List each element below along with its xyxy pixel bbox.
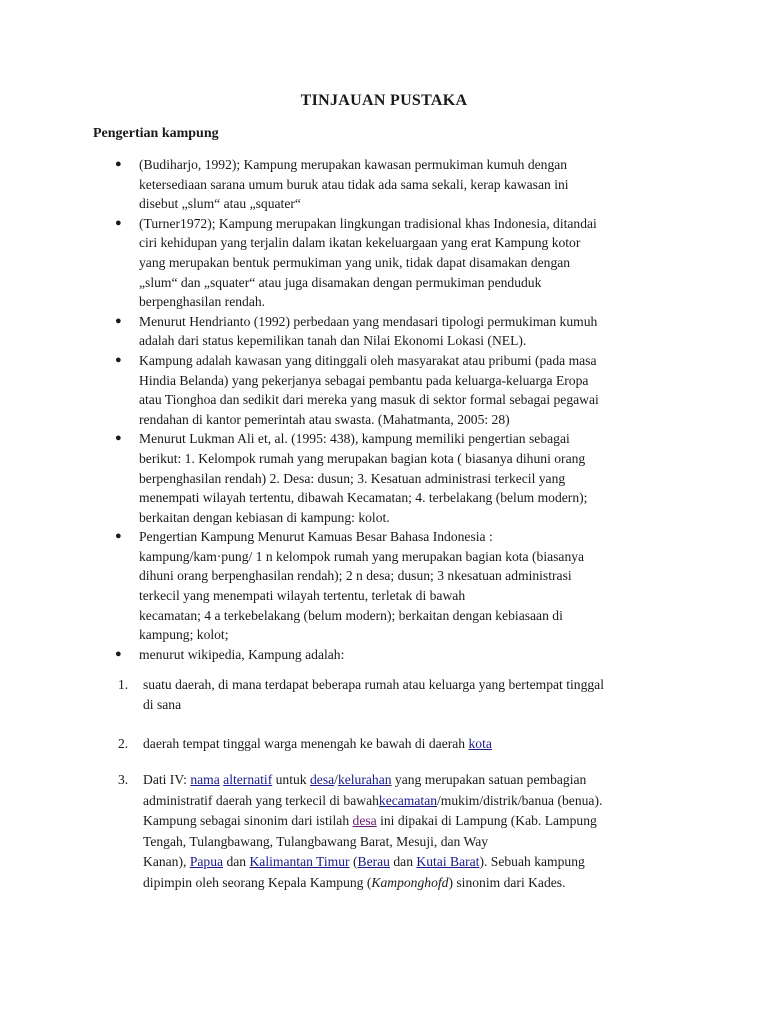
bullet-icon: ● xyxy=(115,647,122,660)
numbered-list-item-2 xyxy=(0,734,768,754)
list-item xyxy=(0,645,662,665)
list-item xyxy=(0,155,662,214)
list-item-line: ciri kehidupan yang terjalin dalam ikatan kekeluargaan yang erat Kampung kotor xyxy=(139,235,581,251)
list-item-line: berpenghasilan rendah) 2. Desa: dusun; 3. Kesatuan administrasi terkecil yang xyxy=(139,470,566,486)
list-item xyxy=(0,351,662,429)
list-item-line: di sana xyxy=(143,696,182,712)
link-kutai-barat[interactable]: Kutai Barat xyxy=(416,854,480,870)
text-span: untuk xyxy=(272,772,310,787)
list-item-line: Kampung adalah kawasan yang ditinggali oleh masyarakat atau pribumi (pada masa xyxy=(139,352,597,368)
link-kalimantan-timur[interactable]: Kalimantan Timur xyxy=(249,854,350,870)
text-span: Dati IV: xyxy=(143,772,191,787)
list-item-line: Menurut Hendrianto (1992) perbedaan yang mendasari tipologi permukiman kumuh xyxy=(139,313,598,329)
text-span: administratif daerah yang terkecil di bawah xyxy=(143,792,379,808)
list-item-line: menurut wikipedia, Kampung adalah: xyxy=(139,646,345,662)
list-item-line: kecamatan; 4 a terkebelakang (belum modern); berkaitan dengan kebiasaan di xyxy=(139,607,563,623)
text-span: dipimpin oleh seorang Kepala Kampung ( xyxy=(143,874,372,890)
list-item-line: yang merupakan bentuk permukiman yang unik, tidak dapat disamakan dengan xyxy=(139,254,571,270)
list-item xyxy=(0,675,665,714)
list-item-line: berkaitan dengan kebiasan di kampung: kolot. xyxy=(139,509,390,525)
link-kota[interactable]: kota xyxy=(468,736,492,751)
list-item-line xyxy=(143,811,665,832)
text-span: / xyxy=(334,772,338,787)
bullet-list xyxy=(0,155,768,664)
list-item xyxy=(0,312,662,351)
text-span: ini dipakai di Lampung (Kab. Lampung xyxy=(376,813,597,829)
link-desa[interactable]: desa xyxy=(310,772,335,787)
list-item-line: dihuni orang berpenghasilan rendah); 2 n desa; dusun; 3 nkesatuan administrasi xyxy=(139,568,572,584)
link-kelurahan[interactable]: kelurahan xyxy=(337,772,392,787)
list-item-line: (Turner1972); Kampung merupakan lingkungan tradisional khas Indonesia, ditandai xyxy=(139,215,597,231)
list-item-line: berikut: 1. Kelompok rumah yang merupakan bagian kota ( biasanya dihuni orang xyxy=(139,450,586,466)
text-span: Kanan), xyxy=(143,854,190,870)
list-item-line: „slum“ dan „squater“ atau juga disamakan dengan permukiman penduduk xyxy=(139,274,542,290)
link-nama[interactable]: nama xyxy=(190,772,220,787)
list-item-line: berpenghasilan rendah. xyxy=(139,294,266,310)
list-item xyxy=(0,527,662,645)
list-item xyxy=(0,429,662,527)
list-item-line: (Budiharjo, 1992); Kampung merupakan kawasan permukiman kumuh dengan xyxy=(139,157,568,172)
text-span: ) sinonim dari Kades. xyxy=(448,874,566,890)
bullet-icon: ● xyxy=(115,158,122,170)
text-span: ). Sebuah kampung xyxy=(479,854,585,870)
list-item-line xyxy=(143,791,665,812)
bullet-icon: ● xyxy=(115,432,122,445)
list-item-line xyxy=(143,852,665,873)
list-number: 3. xyxy=(118,772,129,787)
list-item-line: kampung; kolot; xyxy=(139,627,229,643)
list-item-line xyxy=(143,832,665,853)
list-item-line: rendahan di kantor pemerintah atau swasta. (Mahatmanta, 2005: 28) xyxy=(139,411,510,427)
text-span: ( xyxy=(349,854,358,870)
link-desa-visited[interactable]: desa xyxy=(352,813,377,829)
bullet-icon: ● xyxy=(115,314,122,327)
list-number: 1. xyxy=(118,677,129,692)
bullet-icon: ● xyxy=(115,216,122,229)
list-item-line xyxy=(143,734,665,754)
list-item-line: ketersediaan sarana umum buruk atau tidak ada sama sekali, kerap kawasan ini xyxy=(139,176,569,192)
list-item xyxy=(0,734,665,754)
text-span: daerah tempat tinggal warga menengah ke bawah di daerah xyxy=(143,736,469,751)
text-span: /mukim/distrik/banua (benua). xyxy=(437,792,603,808)
document-title: TINJAUAN PUSTAKA xyxy=(300,92,468,109)
text-span: dan xyxy=(223,854,250,870)
list-item-line: suatu daerah, di mana terdapat beberapa rumah atau keluarga yang bertempat tinggal xyxy=(143,677,604,692)
numbered-list-item-3 xyxy=(0,770,768,894)
link-berau[interactable]: Berau xyxy=(357,854,390,870)
text-span: Tengah, Tulangbawang, Tulangbawang Barat, Mesuji, dan Way xyxy=(143,833,489,849)
list-item xyxy=(0,214,662,312)
list-number: 2. xyxy=(118,736,129,751)
bullet-icon: ● xyxy=(115,353,122,366)
list-item-line: Hindia Belanda) yang pekerjanya sebagai pembantu pada keluarga-keluarga Eropa xyxy=(139,372,589,388)
text-span: Kampung sebagai sinonim dari istilah xyxy=(143,813,353,829)
text-span: dan xyxy=(389,854,417,870)
list-item-line xyxy=(143,873,665,894)
link-alternatif[interactable]: alternatif xyxy=(223,772,273,787)
list-item-line: menempati wilayah tertentu, dibawah Kecamatan; 4. terbelakang (belum modern); xyxy=(139,490,588,506)
text-span: yang merupakan satuan pembagian xyxy=(391,772,587,787)
link-papua[interactable]: Papua xyxy=(189,854,224,870)
bullet-icon: ● xyxy=(115,530,122,543)
list-item-line: adalah dari status kepemilikan tanah dan Nilai Ekonomi Lokasi (NEL). xyxy=(139,333,527,349)
link-kecamatan[interactable]: kecamatan xyxy=(378,792,438,808)
list-item-line: kampung/kam·pung/ 1 n kelompok rumah yang merupakan bagian kota (biasanya xyxy=(139,548,585,564)
list-item-line: terkecil yang menempati wilayah tertentu, terletak di bawah xyxy=(139,588,466,604)
list-item-line xyxy=(143,770,665,791)
list-item-line: Menurut Lukman Ali et, al. (1995: 438), kampung memiliki pengertian sebagai xyxy=(139,431,570,447)
list-item-line: Pengertian Kampung Menurut Kamuas Besar Bahasa Indonesia : xyxy=(139,529,493,545)
list-item-line: atau Tionghoa dan sedikit dari mereka yang masuk di sektor formal sebagai pegawai xyxy=(139,392,599,408)
numbered-list-item-1 xyxy=(0,675,768,714)
list-item xyxy=(0,770,665,894)
italic-term: Kamponghofd xyxy=(371,874,449,890)
list-item-line: disebut „slum“ atau „squater“ xyxy=(139,196,301,212)
section-heading: Pengertian kampung xyxy=(93,126,219,141)
